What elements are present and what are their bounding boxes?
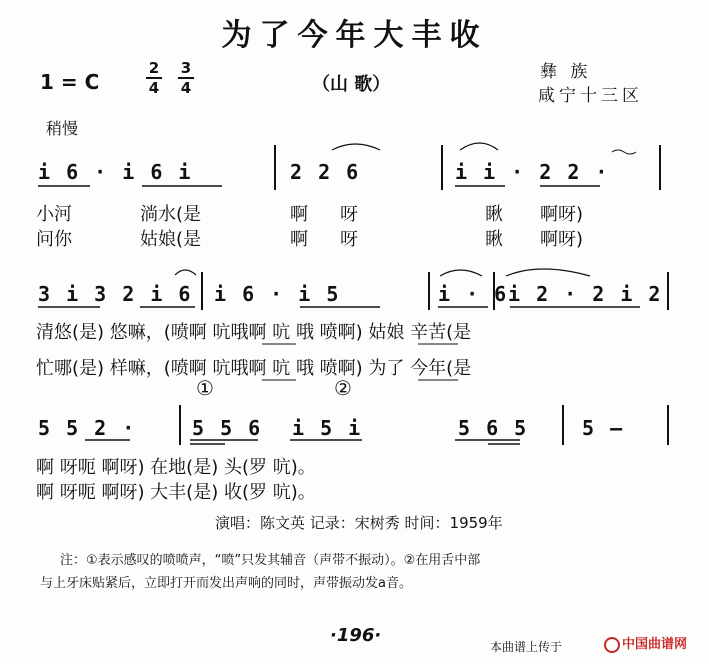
- measure-11-notes: 5 —: [582, 416, 625, 440]
- time-signature-1: 2 4: [146, 60, 162, 96]
- lyric-line1-verse2-b: 姑娘(是: [140, 229, 202, 250]
- time-signature-2: 3 4: [178, 60, 194, 96]
- measure-9b-notes: i 5 i: [292, 416, 363, 440]
- upload-source-text: 本曲谱上传于: [490, 640, 563, 654]
- measure-3-notes: i i · 2 2 ·: [455, 160, 610, 184]
- lyric-line1-verse2-d: 呀: [340, 229, 358, 250]
- genre-label: （山 歌）: [312, 74, 391, 95]
- measure-7-notes: i 2 · 2 i 2: [508, 282, 663, 306]
- footnote-line-2: 与上牙床贴紧后，立即打开而发出声响的同时，声带振动发a音。: [40, 576, 412, 591]
- lyric-line1-verse2-e: 瞅: [485, 229, 503, 250]
- logo-text: 中国曲谱网: [622, 637, 688, 652]
- lyric-line1-verse2-f: 啊呀): [540, 229, 584, 250]
- measure-9a-notes: 5 5 6: [192, 416, 263, 440]
- measure-2-notes: 2 2 6: [290, 160, 361, 184]
- lyric-line1-verse2-a: 问你: [36, 229, 72, 250]
- lyric-line2-verse1: 清悠(是) 悠嘛，(喷啊 吭哦啊 吭 哦 喷啊) 姑娘 辛苦(是: [36, 322, 472, 343]
- page-number: ·196·: [330, 625, 382, 646]
- footnote-line-1: 注：①表示感叹的喷喷声，“喷”只发其辅音（声带不振动）。②在用舌中部: [60, 553, 481, 568]
- site-logo: [604, 633, 687, 653]
- measure-6-notes: i · 6: [438, 282, 509, 306]
- lyric-line1-verse2-c: 啊: [290, 229, 308, 250]
- lyric-line1-verse1-e: 瞅: [485, 204, 503, 225]
- region-label: 咸宁十三区: [538, 86, 643, 106]
- footnote-marker-1: ①: [196, 376, 214, 400]
- ethnicity-label: 彝 族: [540, 62, 592, 82]
- measure-5-notes: i 6 · i 5: [214, 282, 341, 306]
- measure-8-notes: 5 5 2 ·: [38, 416, 137, 440]
- song-title: 为了今年大丰收: [221, 18, 488, 53]
- measure-4-notes: 3 i 3 2 i 6: [38, 282, 193, 306]
- measure-10-notes: 5 6 5: [458, 416, 529, 440]
- lyric-line1-verse1-a: 小河: [36, 204, 72, 225]
- lyric-line1-verse1-f: 啊呀): [540, 204, 584, 225]
- logo-icon: [604, 637, 620, 653]
- lyric-line2-verse2: 忙哪(是) 样嘛，(喷啊 吭哦啊 吭 哦 喷啊) 为了 今年(是: [36, 358, 472, 379]
- lyric-line1-verse1-c: 啊: [290, 204, 308, 225]
- lyric-line3-verse2: 啊 呀呃 啊呀) 大丰(是) 收(罗 吭)。: [36, 482, 316, 503]
- lyric-line3-verse1: 啊 呀呃 啊呀) 在地(是) 头(罗 吭)。: [36, 457, 316, 478]
- measure-1-notes: i 6 · i 6 i: [38, 160, 193, 184]
- tempo-marking: 稍慢: [46, 119, 79, 138]
- lyric-line1-verse1-d: 呀: [340, 204, 358, 225]
- key-signature: 1 = C: [40, 70, 100, 94]
- lyric-line1-verse1-b: 淌水(是: [140, 204, 202, 225]
- footnote-marker-2: ②: [334, 376, 352, 400]
- performance-credits: 演唱：陈文英 记录：宋树秀 时间：1959年: [215, 514, 503, 532]
